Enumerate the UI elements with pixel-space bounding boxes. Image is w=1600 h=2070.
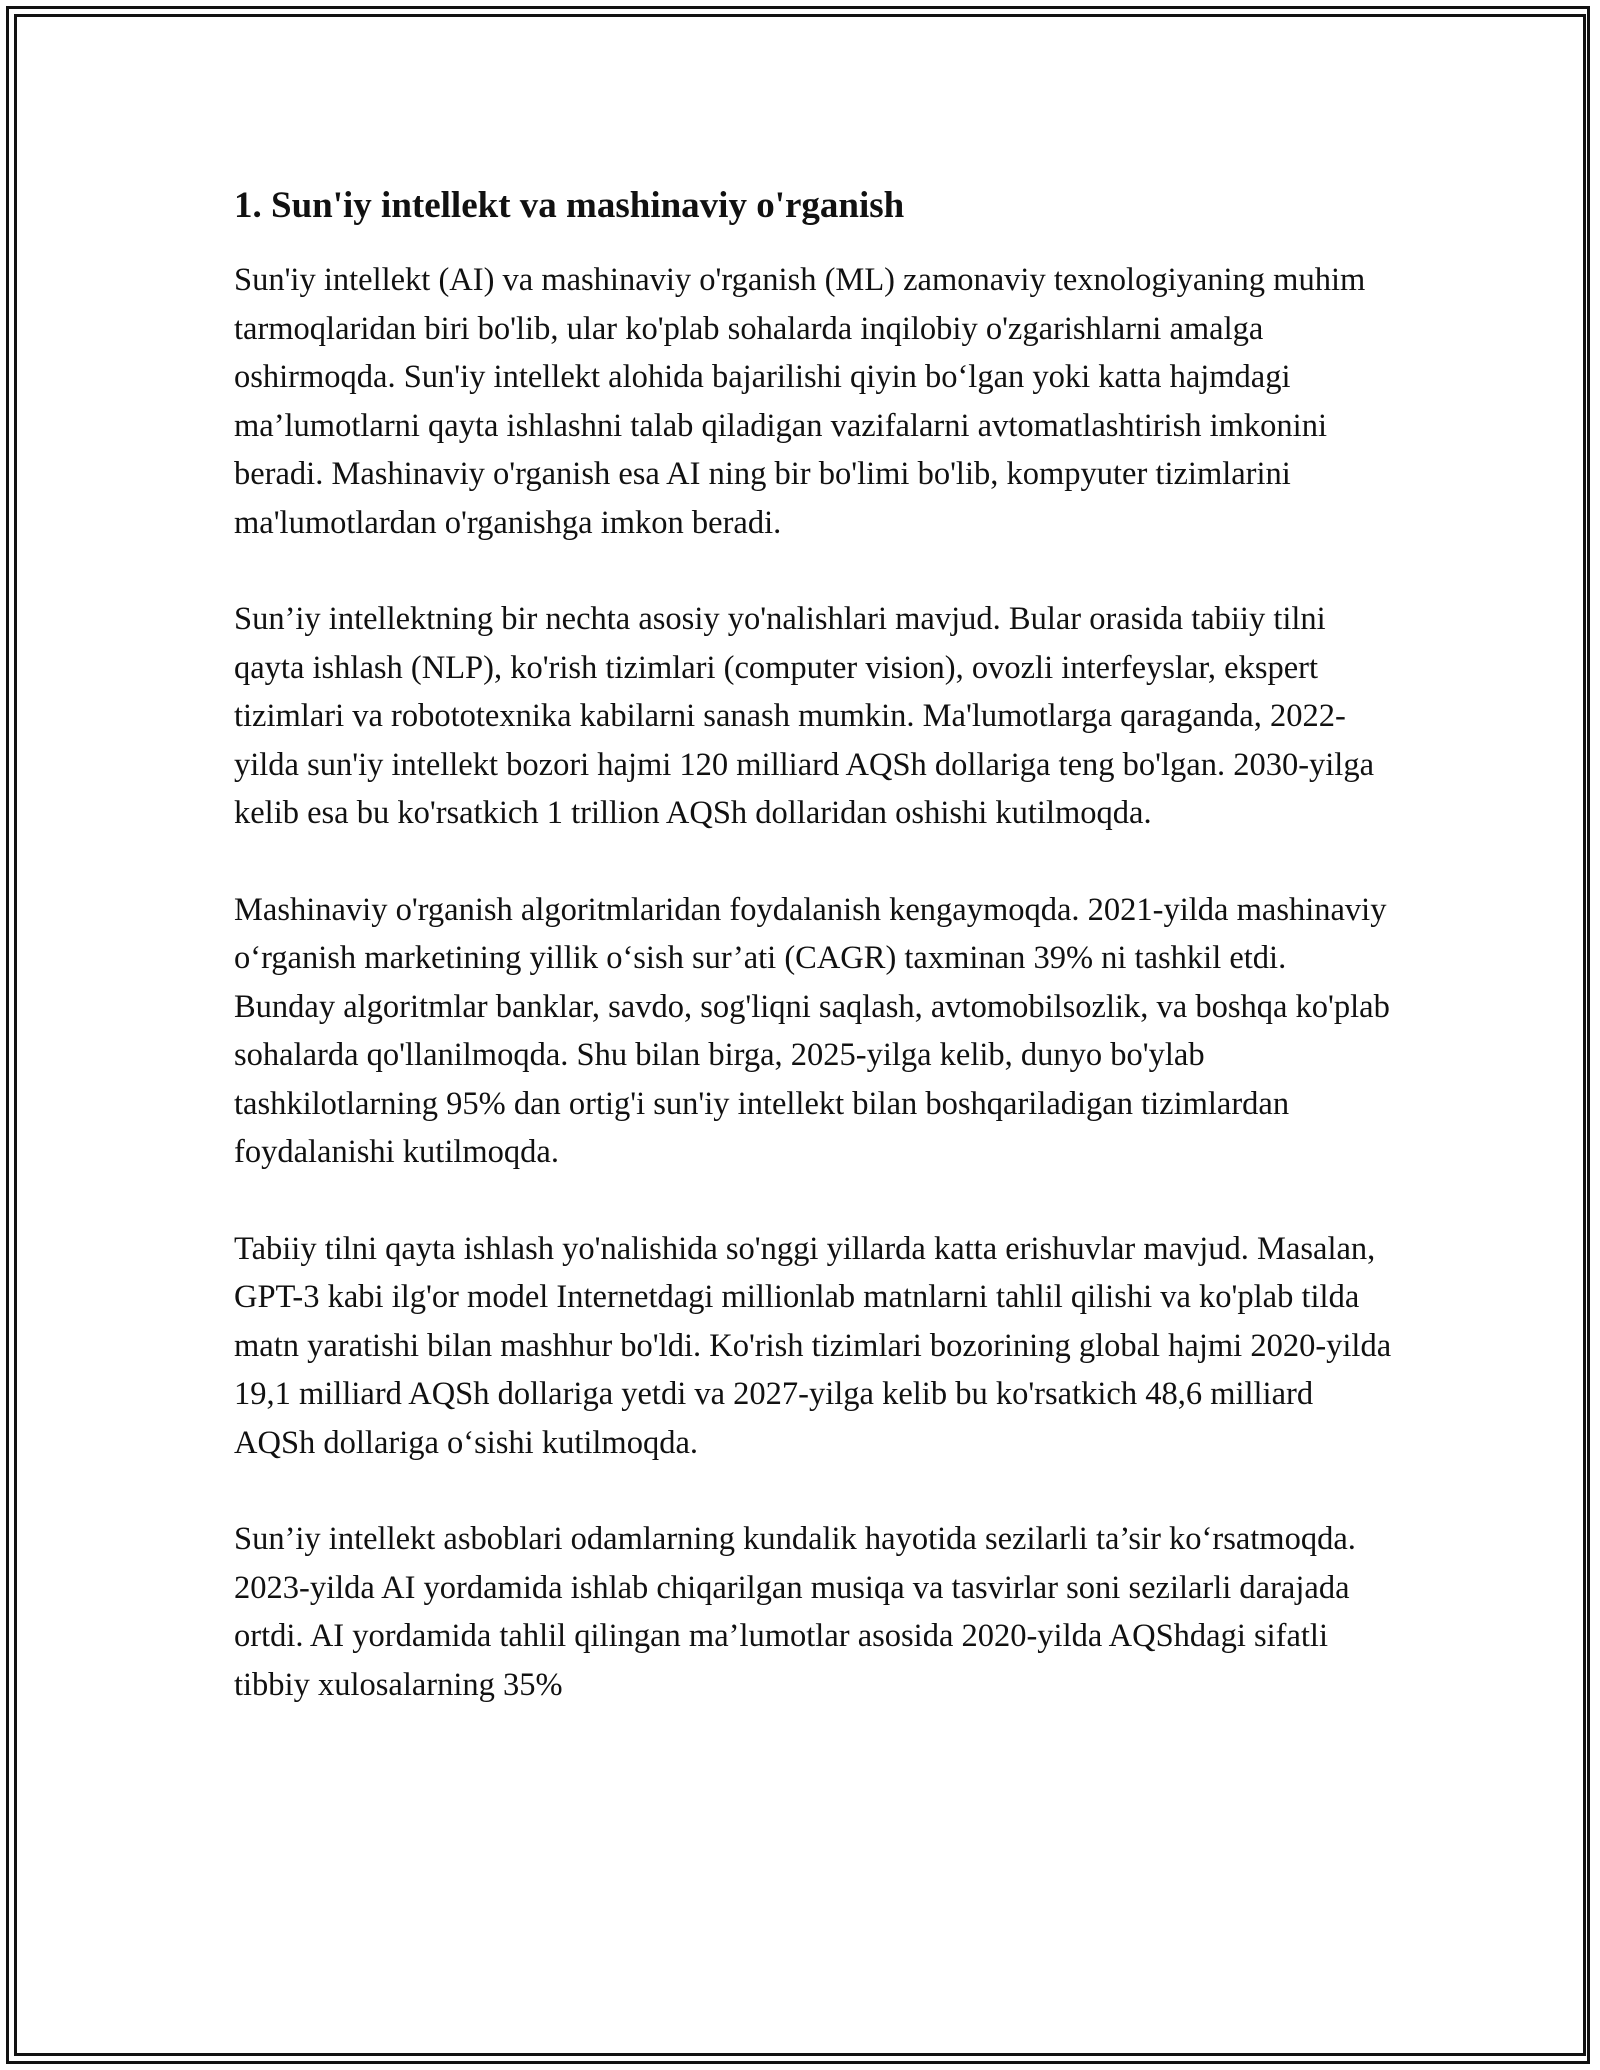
document-body <box>234 180 1394 1709</box>
paragraph-4: Tabiiy tilni qayta ishlash yo'nalishida so'nggi yillarda katta erishuvlar mavjud. Masalan, GPT-3 kabi ilg'or model Internetdagi millionlab matnlarni tahlil qilishi va ko'plab tilda matn yaratishi bilan mashhur bo'ldi. Ko'rish tizimlari bozorining global hajmi 2020-yilda 19,1 milliard AQSh dollariga yetdi va 2027-yilga kelib bu ko'rsatkich 48,6 milliard AQSh dollariga o‘sishi kutilmoqda. <box>234 1230 1392 1461</box>
paragraph-1: Sun'iy intellekt (AI) va mashinaviy o'rganish (ML) zamonaviy texnologiyaning muhim tarmoqlaridan biri bo'lib, ular ko'plab sohalarda inqilobiy o'zgarishlarni amalga oshirmoqda. Sun'iy intellekt alohida bajarilishi qiyin bo‘lgan yoki katta hajmdagi ma’lumotlarni qayta ishlashni talab qiladigan vazifalarni avtomatlashtirish imkonini beradi. Mashinaviy o'rganish esa AI ning bir bo'limi bo'lib, kompyuter tizimlarini ma'lumotlardan o'rganishga imkon beradi. <box>234 262 1366 541</box>
paragraph-5: Sun’iy intellekt asboblari odamlarning kundalik hayotida sezilarli ta’sir ko‘rsatmoqda. 2023-yilda AI yordamida ishlab chiqarilgan musiqa va tasvirlar soni sezilarli darajada ortdi. AI yordamida tahlil qilingan ma’lumotlar asosida 2020-yilda AQShdagi sifatli tibbiy xulosalarning 35% <box>234 1521 1356 1703</box>
paragraph-2: Sun’iy intellektning bir nechta asosiy yo'nalishlari mavjud. Bular orasida tabiiy tilni qayta ishlash (NLP), ko'rish tizimlari (computer vision), ovozli interfeyslar, ekspert tizimlari va robototexnika kabilarni sanash mumkin. Ma'lumotlarga qaraganda, 2022-yilda sun'iy intellekt bozori hajmi 120 milliard AQSh dollariga teng bo'lgan. 2030-yilga kelib esa bu ko'rsatkich 1 trillion AQSh dollaridan oshishi kutilmoqda. <box>234 601 1375 831</box>
paragraph-3: Mashinaviy o'rganish algoritmlaridan foydalanish kengaymoqda. 2021-yilda mashinaviy o‘rganish marketining yillik o‘sish sur’ati (CAGR) taxminan 39% ni tashkil etdi. Bunday algoritmlar banklar, savdo, sog'liqni saqlash, avtomobilsozlik, va boshqa ko'plab sohalarda qo'llanilmoqda. Shu bilan birga, 2025-yilga kelib, dunyo bo'ylab tashkilotlarning 95% dan ortig'i sun'iy intellekt bilan boshqariladigan tizimlardan foydalanishi kutilmoqda. <box>234 891 1390 1170</box>
section-heading: 1. Sun'iy intellekt va mashinaviy o'rganish <box>234 185 905 226</box>
